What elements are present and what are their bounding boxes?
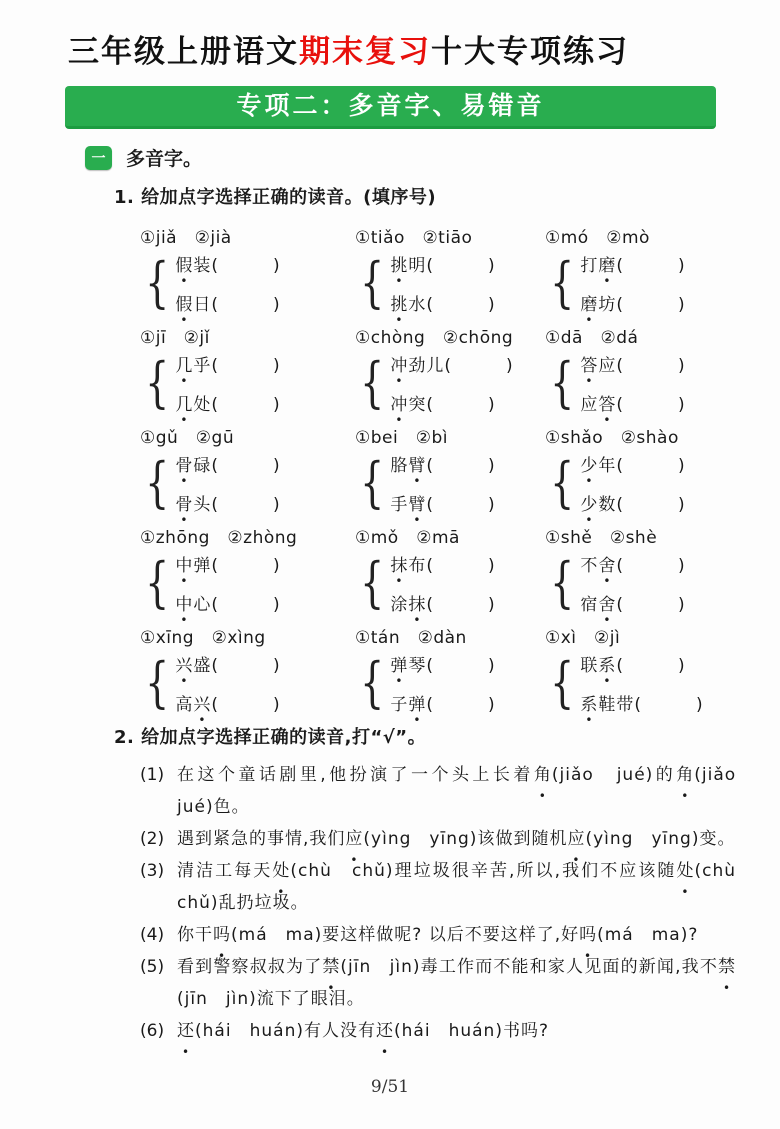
sentence-item xyxy=(140,759,736,823)
polyphone-group xyxy=(355,619,545,719)
worksheet-page xyxy=(0,26,780,1129)
dotted-char: 处 xyxy=(676,861,695,881)
dotted-char: 磨 xyxy=(598,256,617,276)
sentence-text: 还(hái huán)有人没有还(hái huán)书吗? xyxy=(177,1021,549,1041)
sentence-number: (5) xyxy=(140,957,165,977)
polyphone-group xyxy=(140,219,355,319)
sentence-text: 在这个童话剧里,他扮演了一个头上长着角(jiǎo jué)的角(jiǎo jué)色。 xyxy=(177,765,754,817)
pinyin-options: ①jī ②jǐ xyxy=(140,328,210,348)
word-with-blank: 系鞋带( ) xyxy=(580,690,703,715)
word-column xyxy=(580,651,703,715)
question-2-label: 2. 给加点字选择正确的读音,打“√”。 xyxy=(114,727,427,748)
word-with-blank: 骨头( ) xyxy=(175,490,280,515)
brace-icon: { xyxy=(360,551,385,614)
pinyin-options: ①tán ②dàn xyxy=(355,628,467,648)
word-with-blank: 几乎( ) xyxy=(175,351,280,376)
sentence-item xyxy=(140,1015,736,1047)
sentence-text: 清洁工每天处(chù chǔ)理垃圾很辛苦,所以,我们不应该随处(chù chǔ)乱扔垃圾。 xyxy=(177,861,754,913)
brace-icon: { xyxy=(360,451,385,514)
section-one-header xyxy=(85,144,780,171)
dotted-char: 兴 xyxy=(175,656,194,676)
sentence-item xyxy=(140,823,736,855)
dotted-char: 角 xyxy=(676,765,695,785)
dotted-char: 应 xyxy=(345,829,364,849)
dotted-char: 处 xyxy=(272,861,291,881)
brace-icon: { xyxy=(145,251,170,314)
sentence-text: 看到警察叔叔为了禁(jīn jìn)毒工作而不能和家人见面的新闻,我不禁(jīn jìn)流下了眼泪。 xyxy=(177,957,736,1009)
dotted-char: 几 xyxy=(175,356,194,376)
word-pair xyxy=(140,547,355,619)
word-with-blank: 打磨( ) xyxy=(580,251,685,276)
brace-icon: { xyxy=(550,251,575,314)
brace-icon: { xyxy=(360,351,385,414)
section-banner: 专项二：多音字、易错音 xyxy=(65,86,716,129)
dotted-char: 冲 xyxy=(390,356,409,376)
pinyin-options: ①jiǎ ②jià xyxy=(140,228,232,248)
page-title xyxy=(68,26,780,71)
word-with-blank: 少数( ) xyxy=(580,490,685,515)
word-column xyxy=(390,251,495,315)
section-one-title: 多音字。 xyxy=(126,148,203,170)
polyphone-group xyxy=(140,619,355,719)
polyphone-group xyxy=(545,319,740,419)
pinyin-options: ①bei ②bì xyxy=(355,428,448,448)
word-with-blank: 几处( ) xyxy=(175,390,280,415)
word-column xyxy=(175,451,280,515)
dotted-char: 弹 xyxy=(408,695,427,715)
dotted-char: 中 xyxy=(175,595,194,615)
sentence-number: (1) xyxy=(140,765,165,785)
sentence-number: (6) xyxy=(140,1021,165,1041)
word-column xyxy=(580,451,685,515)
word-column xyxy=(175,251,280,315)
polyphone-group xyxy=(545,419,740,519)
pinyin-options: ①shě ②shè xyxy=(545,528,658,548)
sentence-text: 遇到紧急的事情,我们应(yìng yīng)该做到随机应(yìng yīng)变。 xyxy=(177,829,735,849)
dotted-char: 挑 xyxy=(390,256,409,276)
dotted-char: 还 xyxy=(375,1021,394,1041)
dotted-char: 答 xyxy=(598,395,617,415)
pinyin-options: ①dā ②dá xyxy=(545,328,639,348)
word-column xyxy=(175,351,280,415)
word-with-blank: 假装( ) xyxy=(175,251,280,276)
word-with-blank: 抹布( ) xyxy=(390,551,495,576)
word-pair xyxy=(355,647,545,719)
polyphone-group xyxy=(140,419,355,519)
word-with-blank: 挑明( ) xyxy=(390,251,495,276)
brace-icon: { xyxy=(360,651,385,714)
dotted-char: 抹 xyxy=(390,556,409,576)
polyphone-group xyxy=(355,419,545,519)
dotted-char: 答 xyxy=(580,356,599,376)
dotted-char: 抹 xyxy=(408,595,427,615)
polyphone-group xyxy=(355,519,545,619)
word-with-blank: 假日( ) xyxy=(175,290,280,315)
dotted-char: 假 xyxy=(175,295,194,315)
dotted-char: 几 xyxy=(175,395,194,415)
dotted-char: 挑 xyxy=(390,295,409,315)
dotted-char: 少 xyxy=(580,495,599,515)
word-with-blank: 中弹( ) xyxy=(175,551,280,576)
polyphone-group xyxy=(545,219,740,319)
word-with-blank: 骨碌( ) xyxy=(175,451,280,476)
dotted-char: 舍 xyxy=(598,556,617,576)
dotted-char: 还 xyxy=(177,1021,195,1041)
word-pair xyxy=(545,247,740,319)
word-with-blank: 兴盛( ) xyxy=(175,651,280,676)
brace-icon: { xyxy=(550,651,575,714)
word-pair xyxy=(355,247,545,319)
word-column xyxy=(580,551,685,615)
word-with-blank: 冲劲儿( ) xyxy=(390,351,513,376)
polyphone-group xyxy=(140,319,355,419)
question-1-label: 1. 给加点字选择正确的读音。(填序号) xyxy=(114,187,437,208)
polyphone-group xyxy=(140,519,355,619)
sentence-number: (4) xyxy=(140,925,165,945)
sentence-number: (3) xyxy=(140,861,165,881)
sentence-item xyxy=(140,855,736,919)
dotted-char: 角 xyxy=(533,765,552,785)
word-pair xyxy=(355,447,545,519)
title-highlight: 期末复习 xyxy=(299,34,431,70)
sentence-number: (2) xyxy=(140,829,165,849)
word-pair xyxy=(140,647,355,719)
word-with-blank: 答应( ) xyxy=(580,351,685,376)
word-pair xyxy=(355,547,545,619)
word-with-blank: 子弹( ) xyxy=(390,690,495,715)
word-with-blank: 涂抹( ) xyxy=(390,590,495,615)
word-column xyxy=(175,651,280,715)
dotted-char: 骨 xyxy=(175,456,194,476)
dotted-char: 臂 xyxy=(408,456,427,476)
word-pair xyxy=(545,347,740,419)
word-with-blank: 不舍( ) xyxy=(580,551,685,576)
word-with-blank: 磨坊( ) xyxy=(580,290,685,315)
pinyin-options: ①chòng ②chōng xyxy=(355,328,514,348)
dotted-char: 假 xyxy=(175,256,194,276)
dotted-char: 中 xyxy=(175,556,194,576)
word-with-blank: 弹琴( ) xyxy=(390,651,495,676)
brace-icon: { xyxy=(550,351,575,414)
page-number: 9/51 xyxy=(370,1077,410,1097)
dotted-char: 禁 xyxy=(718,957,736,977)
brace-icon: { xyxy=(360,251,385,314)
word-column xyxy=(390,551,495,615)
pinyin-options: ①zhōng ②zhòng xyxy=(140,528,298,548)
word-pair xyxy=(140,347,355,419)
word-with-blank: 高兴( ) xyxy=(175,690,280,715)
pinyin-options: ①tiǎo ②tiāo xyxy=(355,228,473,248)
sentence-item xyxy=(140,919,736,951)
polyphone-grid xyxy=(140,219,780,719)
word-with-blank: 宿舍( ) xyxy=(580,590,685,615)
section-number-badge: 一 xyxy=(85,146,112,170)
title-pre: 三年级上册语文 xyxy=(68,34,299,70)
dotted-char: 弹 xyxy=(390,656,409,676)
word-pair xyxy=(545,447,740,519)
brace-icon: { xyxy=(145,551,170,614)
word-with-blank: 冲突( ) xyxy=(390,390,513,415)
word-with-blank: 中心( ) xyxy=(175,590,280,615)
brace-icon: { xyxy=(145,451,170,514)
dotted-char: 应 xyxy=(567,829,586,849)
brace-icon: { xyxy=(145,351,170,414)
dotted-char: 臂 xyxy=(408,495,427,515)
pinyin-options: ①mǒ ②mā xyxy=(355,528,460,548)
word-with-blank: 胳臂( ) xyxy=(390,451,495,476)
word-pair xyxy=(545,647,740,719)
pinyin-options: ①xīng ②xìng xyxy=(140,628,266,648)
word-column xyxy=(390,451,495,515)
word-column xyxy=(390,351,513,415)
word-pair xyxy=(140,447,355,519)
dotted-char: 吗 xyxy=(213,925,231,945)
word-with-blank: 应答( ) xyxy=(580,390,685,415)
pinyin-options: ①gǔ ②gū xyxy=(140,428,235,448)
brace-icon: { xyxy=(550,551,575,614)
dotted-char: 吗 xyxy=(579,925,598,945)
sentence-item xyxy=(140,951,736,1015)
polyphone-group xyxy=(355,219,545,319)
word-with-blank: 联系( ) xyxy=(580,651,703,676)
word-column xyxy=(580,251,685,315)
word-pair xyxy=(140,247,355,319)
dotted-char: 系 xyxy=(580,695,599,715)
sentence-list xyxy=(140,759,736,1047)
dotted-char: 禁 xyxy=(322,957,341,977)
dotted-char: 系 xyxy=(598,656,617,676)
pinyin-options: ①shǎo ②shào xyxy=(545,428,679,448)
brace-icon: { xyxy=(145,651,170,714)
pinyin-options: ①mó ②mò xyxy=(545,228,650,248)
word-column xyxy=(175,551,280,615)
dotted-char: 舍 xyxy=(598,595,617,615)
word-pair xyxy=(355,347,545,419)
title-post: 十大专项练习 xyxy=(431,34,629,70)
word-with-blank: 手臂( ) xyxy=(390,490,495,515)
dotted-char: 冲 xyxy=(390,395,409,415)
brace-icon: { xyxy=(550,451,575,514)
word-with-blank: 挑水( ) xyxy=(390,290,495,315)
word-column xyxy=(580,351,685,415)
word-pair xyxy=(545,547,740,619)
sentence-text: 你干吗(má ma)要这样做呢? 以后不要这样了,好吗(má ma)? xyxy=(177,925,698,945)
pinyin-options: ①xì ②jì xyxy=(545,628,621,648)
word-column xyxy=(390,651,495,715)
dotted-char: 兴 xyxy=(193,695,212,715)
word-with-blank: 少年( ) xyxy=(580,451,685,476)
polyphone-group xyxy=(355,319,545,419)
dotted-char: 骨 xyxy=(175,495,194,515)
polyphone-group xyxy=(545,519,740,619)
dotted-char: 磨 xyxy=(580,295,599,315)
polyphone-group xyxy=(545,619,740,719)
dotted-char: 少 xyxy=(580,456,599,476)
